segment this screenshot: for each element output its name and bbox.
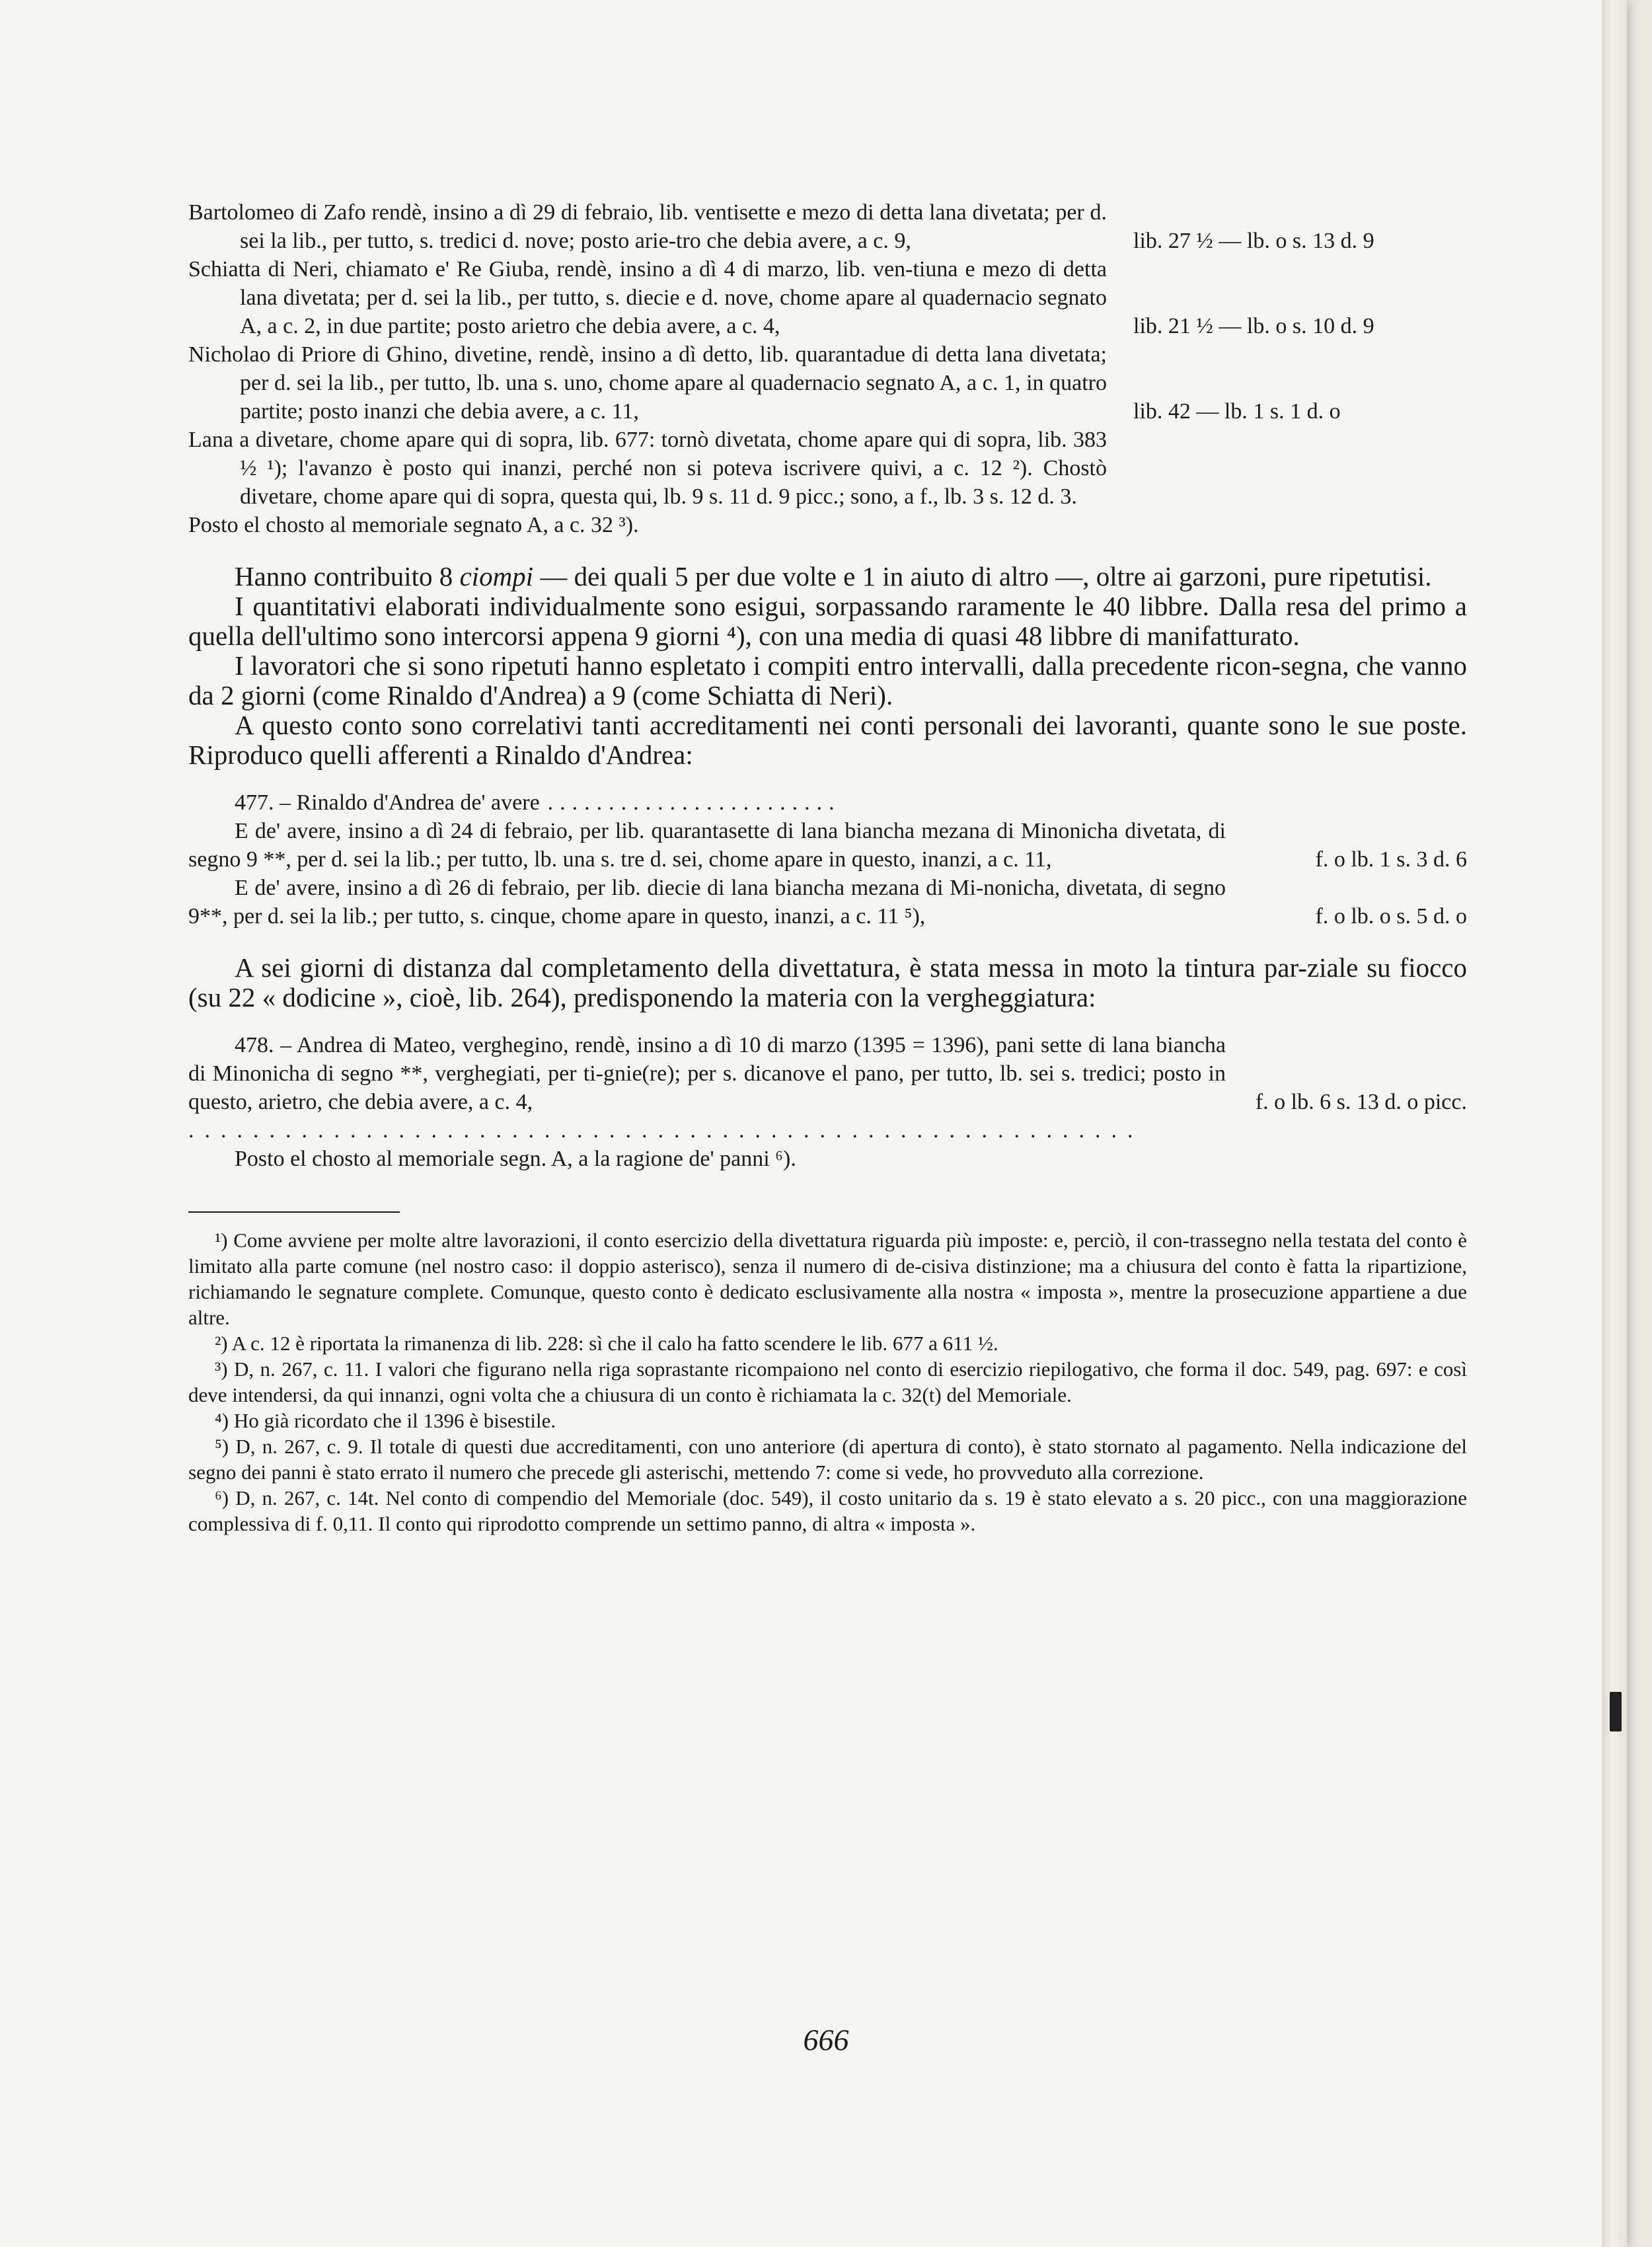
ledger-477 <box>188 788 1467 931</box>
ledger-entry-text: 478. – Andrea di Mateo, verghegino, rendè, insino a dì 10 di marzo (1395 = 1396), pani sette di lana biancha di Minonicha di segno **, verghegiati, per ti-gnie(re); per s. dicanove el pano, per tutto, lb. sei s. tredici; posto in questo, arietro, che debia avere, a c. 4, <box>188 1033 1226 1114</box>
footnote-2: ²) A c. 12 è riportata la rimanenza di lib. 228: sì che il calo ha fatto scendere le lib. 677 a 611 ½. <box>215 1332 998 1355</box>
footnote-1: ¹) Come avviene per molte altre lavorazioni, il conto esercizio della divettatura riguarda più imposte: e, perciò, il con-trassegno nella testata del conto è limitato alla parte comune (nel nostro caso: il doppio asterisco), senza il numero di de-cisiva distinzione; ma a chiusura del conto è fatta la ripartizione, richiamando le segnature complete. Comunque, questo conto è dedicato esclusivamente alla nostra « imposta », mentre la prosecuzione appartiene a due altre. <box>188 1229 1467 1329</box>
leader-dots: ........................................................... <box>188 1118 1144 1143</box>
entry-bartolomeo <box>188 198 1467 255</box>
ledger-entry-amount: f. o lb. 1 s. 3 d. 6 <box>1315 847 1467 872</box>
paragraph-text: Hanno contribuito 8 <box>235 561 460 591</box>
paragraph-lavoratori: I lavoratori che si sono ripetuti hanno espletato i compiti entro intervalli, dalla precedente ricon-segna, che vanno da 2 giorni (come Rinaldo d'Andrea) a 9 (come Schiatta di Neri). <box>188 650 1467 710</box>
paragraph-quantitativi: I quantitativi elaborati individualmente sono esigui, sorpassando raramente le 40 libbre. Dalla resa del primo a quella dell'ultimo sono intercorsi appena 9 giorni ⁴), con una media di quasi 48 libbre di manifatturato. <box>188 591 1467 651</box>
edge-tab-mark <box>1610 1692 1622 1732</box>
ledger-entry-amount: f. o lb. o s. 5 d. o <box>1315 904 1467 929</box>
paragraph-accreditamenti: A questo conto sono correlativi tanti accreditamenti nei conti personali dei lavoranti, quante sono le sue poste. Riproduco quelli afferenti a Rinaldo d'Andrea: <box>188 710 1467 770</box>
entry-amount: lib. 42 — lb. 1 s. 1 d. o <box>1133 399 1341 424</box>
footnotes <box>188 1227 1467 1537</box>
entry-text: Lana a divetare, chome apare qui di sopra, lib. 677: tornò divetata, chome apare qui di sopra, lib. 383 ½ ¹); l'avanzo è posto qui inanzi, perché non si poteva iscrivere quivi, a c. 12 ²). Chostò divetare, chome apare qui di sopra, questa qui, lb. 9 s. 11 d. 9 picc.; sono, a f., lb. 3 s. 12 d. 3. <box>188 428 1107 509</box>
entry-text: Nicholao di Priore di Ghino, divetine, rendè, insino a dì detto, lib. quarantadue di detta lana divetata; per d. sei la lib., per tutto, lb. una s. uno, chome apare al quadernacio segnato A, a c. 1, in quatro partite; posto inanzi che debia avere, a c. 11, <box>188 342 1107 424</box>
page-edge <box>1602 0 1627 2247</box>
ledger-entry <box>188 874 1467 931</box>
footnote-4: ⁴) Ho già ricordato che il 1396 è bisestile. <box>215 1409 556 1432</box>
footnote-3: ³) D, n. 267, c. 11. I valori che figurano nella riga soprastante ricompaiono nel conto di esercizio riepilogativo, che forma il doc. 549, pag. 697: e così deve intendersi, da qui innanzi, ogni volta che a chiusura di un conto è richiamata la c. 32(t) del Memoriale. <box>188 1357 1467 1406</box>
leader-dots: ........................ <box>547 790 841 815</box>
ledger-entry-amount: f. o lb. 6 s. 13 d. o picc. <box>1255 1090 1467 1114</box>
paragraph-text: — dei quali 5 per due volte e 1 in aiuto di altro —, oltre ai garzoni, pure ripetutisi. <box>533 561 1432 591</box>
page-content <box>188 198 1467 1537</box>
paragraph-tintura: A sei giorni di distanza dal completamento della divettatura, è stata messa in moto la tintura par-ziale su fiocco (su 22 « dodicine », cioè, lib. 264), predisponendo la materia con la vergheggiatura: <box>188 952 1467 1012</box>
footnote-6: ⁶) D, n. 267, c. 14t. Nel conto di compendio del Memoriale (doc. 549), il costo unitario da s. 19 è stato elevato a s. 20 picc., con una maggiorazione complessiva di f. 0,11. Il conto qui riprodotto comprende un settimo panno, di altra « imposta ». <box>188 1486 1467 1535</box>
entry-schiatta <box>188 255 1467 340</box>
paragraph-ciompi <box>188 562 1467 591</box>
ledger-closing: Posto el chosto al memoriale segn. A, a la ragione de' panni ⁶). <box>235 1147 796 1171</box>
entry-text: Schiatta di Neri, chiamato e' Re Giuba, rendè, insino a dì 4 di marzo, lib. ven-tiuna e mezo di detta lana divetata; per d. sei la lib., per tutto, s. diecie e d. nove, chome apare al quadernacio segnato A, a c. 2, in due partite; posto arietro che debia avere, a c. 4, <box>188 257 1107 338</box>
footnote-5: ⁵) D, n. 267, c. 9. Il totale di questi due accreditamenti, con uno anteriore (di apertura di conto), è stato stornato al pagamento. Nella indicazione del segno dei panni è stato errato il numero che precede gli asterischi, mettendo 7: come si vede, ho provveduto alla correzione. <box>188 1435 1467 1484</box>
ledger-heading <box>188 788 1467 817</box>
entry-lana-divetare <box>188 426 1467 511</box>
account-entries <box>188 198 1467 539</box>
entry-amount: lib. 27 ½ — lb. o s. 13 d. 9 <box>1133 229 1374 253</box>
ledger-heading-text: 477. – Rinaldo d'Andrea de' avere <box>235 790 540 815</box>
ledger-entry-text: E de' avere, insino a dì 24 di febraio, per lib. quarantasette di lana biancha mezana di Minonicha divetata, di segno 9 **, per d. sei la lib.; per tutto, lb. una s. tre d. sei, chome apare in questo, inanzi, a c. 11, <box>188 819 1226 872</box>
footnote-separator <box>188 1211 400 1213</box>
italic-term: ciompi <box>459 561 534 591</box>
page-number: 666 <box>803 2023 849 2057</box>
ledger-478 <box>188 1031 1467 1173</box>
ledger-entry <box>188 817 1467 874</box>
ledger-entry <box>188 1031 1467 1116</box>
entry-text: Bartolomeo di Zafo rendè, insino a dì 29 di febraio, lib. ventisette e mezo di detta lana divetata; per d. sei la lib., per tutto, s. tredici d. nove; posto arie-tro che debia avere, a c. 9, <box>188 200 1107 253</box>
entry-text: Posto el chosto al memoriale segnato A, a c. 32 ³). <box>188 513 639 537</box>
entry-posto-chosto <box>188 511 1467 539</box>
entry-nicholao <box>188 340 1467 426</box>
ledger-entry-text: E de' avere, insino a dì 26 di febraio, per lib. diecie di lana biancha mezana di Mi-nonicha, divetata, di segno 9**, per d. sei la lib.; per tutto, s. cinque, chome apare in questo, inanzi, a c. 11 ⁵), <box>188 876 1226 929</box>
entry-amount: lib. 21 ½ — lb. o s. 10 d. 9 <box>1133 314 1374 338</box>
